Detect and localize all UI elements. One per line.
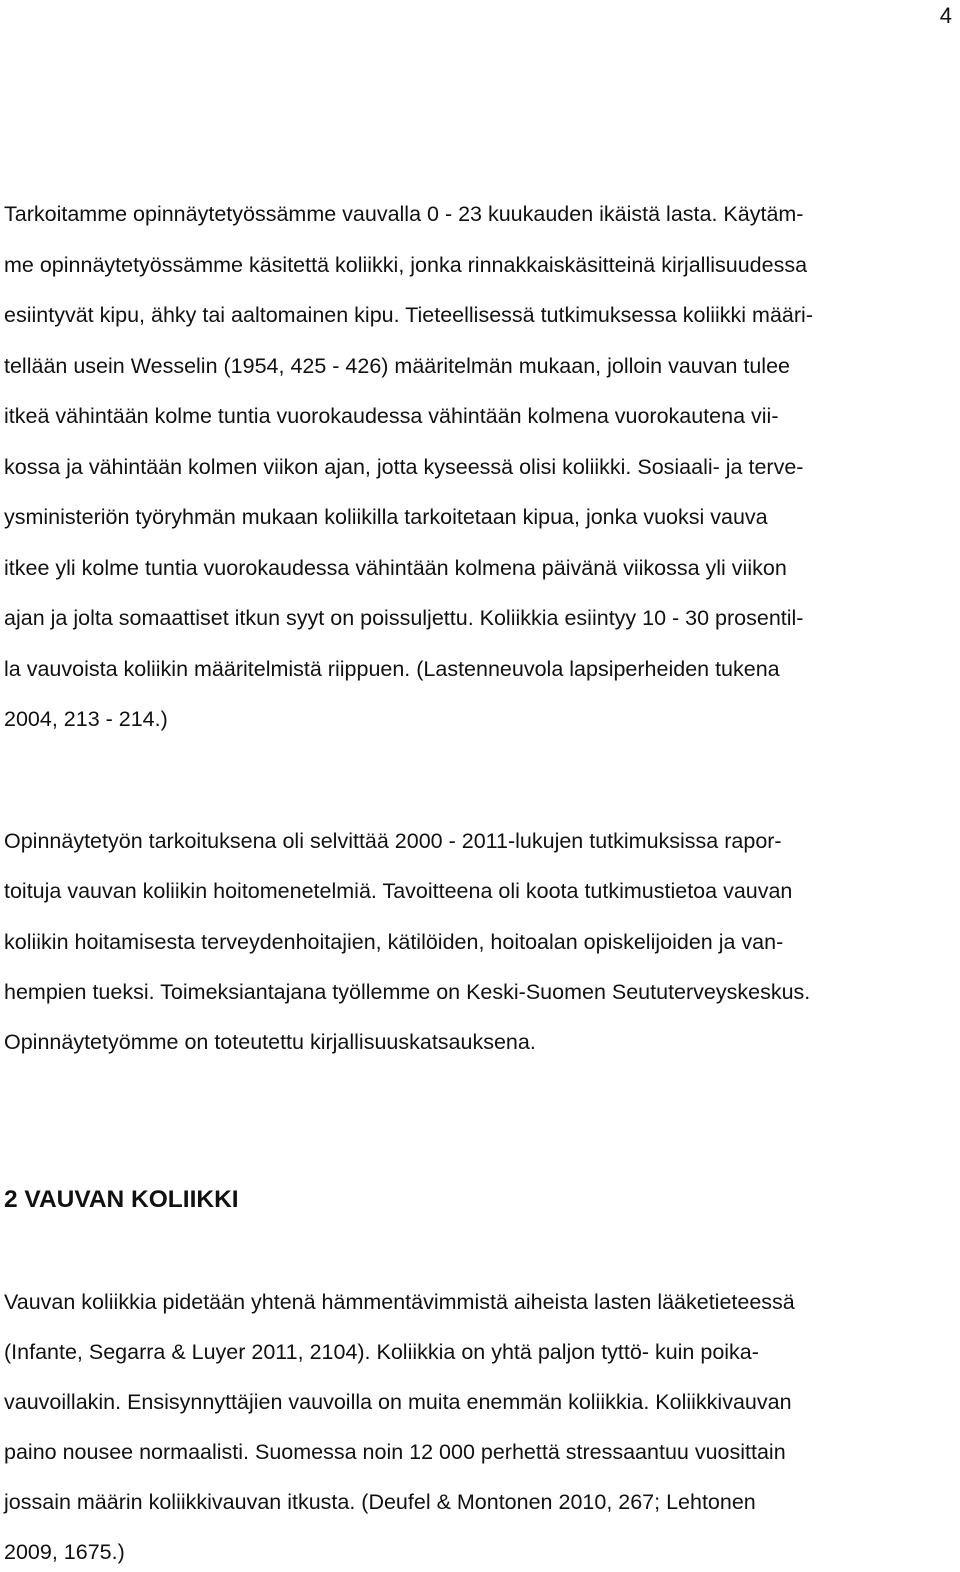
paragraph-line: koliikin hoitamisesta terveydenhoitajien, kätilöiden, hoitoalan opiskelijoiden ja van- bbox=[4, 930, 784, 954]
paragraph-line: Vauvan koliikkia pidetään yhtenä hämmentävimmistä aiheista lasten lääketieteessä bbox=[4, 1290, 795, 1314]
paragraph-line: toituja vauvan koliikin hoitomenetelmiä. Tavoitteena oli koota tutkimustietoa vauvan bbox=[4, 879, 793, 903]
page-number: 4 bbox=[939, 3, 952, 28]
paragraph-line: (Infante, Segarra & Luyer 2011, 2104). Koliikkia on yhtä paljon tyttö- kuin poika- bbox=[4, 1340, 759, 1364]
section-heading: 2 VAUVAN KOLIIKKI bbox=[4, 1186, 239, 1213]
paragraph-line: 2009, 1675.) bbox=[4, 1540, 125, 1564]
paragraph-line: me opinnäytetyössämme käsitettä koliikki, jonka rinnakkaiskäsitteinä kirjallisuudessa bbox=[4, 253, 808, 277]
paragraph-line: esiintyvät kipu, ähky tai aaltomainen kipu. Tieteellisessä tutkimuksessa koliikki määri- bbox=[4, 303, 813, 327]
paragraph-line: tellään usein Wesselin (1954, 425 - 426) määritelmän mukaan, jolloin vauvan tulee bbox=[4, 354, 790, 378]
paragraph-line: hempien tueksi. Toimeksiantajana työllemme on Keski-Suomen Seututerveyskeskus. bbox=[4, 980, 811, 1004]
paragraph-line: itkeä vähintään kolme tuntia vuorokaudessa vähintään kolmena vuorokautena vii- bbox=[4, 404, 779, 428]
paragraph-line: 2004, 213 - 214.) bbox=[4, 707, 168, 731]
paragraph-line: ajan ja jolta somaattiset itkun syyt on poissuljettu. Koliikkia esiintyy 10 - 30 prosentil- bbox=[4, 606, 804, 630]
paragraph-line: la vauvoista koliikin määritelmistä riippuen. (Lastenneuvola lapsiperheiden tukena bbox=[4, 657, 780, 681]
paragraph-line: Opinnäytetyön tarkoituksena oli selvittää 2000 - 2011-lukujen tutkimuksissa rapor- bbox=[4, 829, 782, 853]
paragraph-line: Tarkoitamme opinnäytetyössämme vauvalla 0 - 23 kuukauden ikäistä lasta. Käytäm- bbox=[4, 202, 804, 226]
paragraph-line: Opinnäytetyömme on toteutettu kirjallisuuskatsauksena. bbox=[4, 1030, 536, 1054]
paragraph-line: ysministeriön työryhmän mukaan koliikilla tarkoitetaan kipua, jonka vuoksi vauva bbox=[4, 505, 768, 529]
paragraph-line: vauvoillakin. Ensisynnyttäjien vauvoilla on muita enemmän koliikkia. Koliikkivauvan bbox=[4, 1390, 792, 1414]
paragraph-line: itkee yli kolme tuntia vuorokaudessa vähintään kolmena päivänä viikossa yli viikon bbox=[4, 556, 787, 580]
paragraph-line: jossain määrin koliikkivauvan itkusta. (Deufel & Montonen 2010, 267; Lehtonen bbox=[4, 1490, 756, 1514]
paragraph-line: paino nousee normaalisti. Suomessa noin 12 000 perhettä stressaantuu vuosittain bbox=[4, 1440, 786, 1464]
paragraph-line: kossa ja vähintään kolmen viikon ajan, jotta kyseessä olisi koliikki. Sosiaali- ja terve- bbox=[4, 455, 804, 479]
